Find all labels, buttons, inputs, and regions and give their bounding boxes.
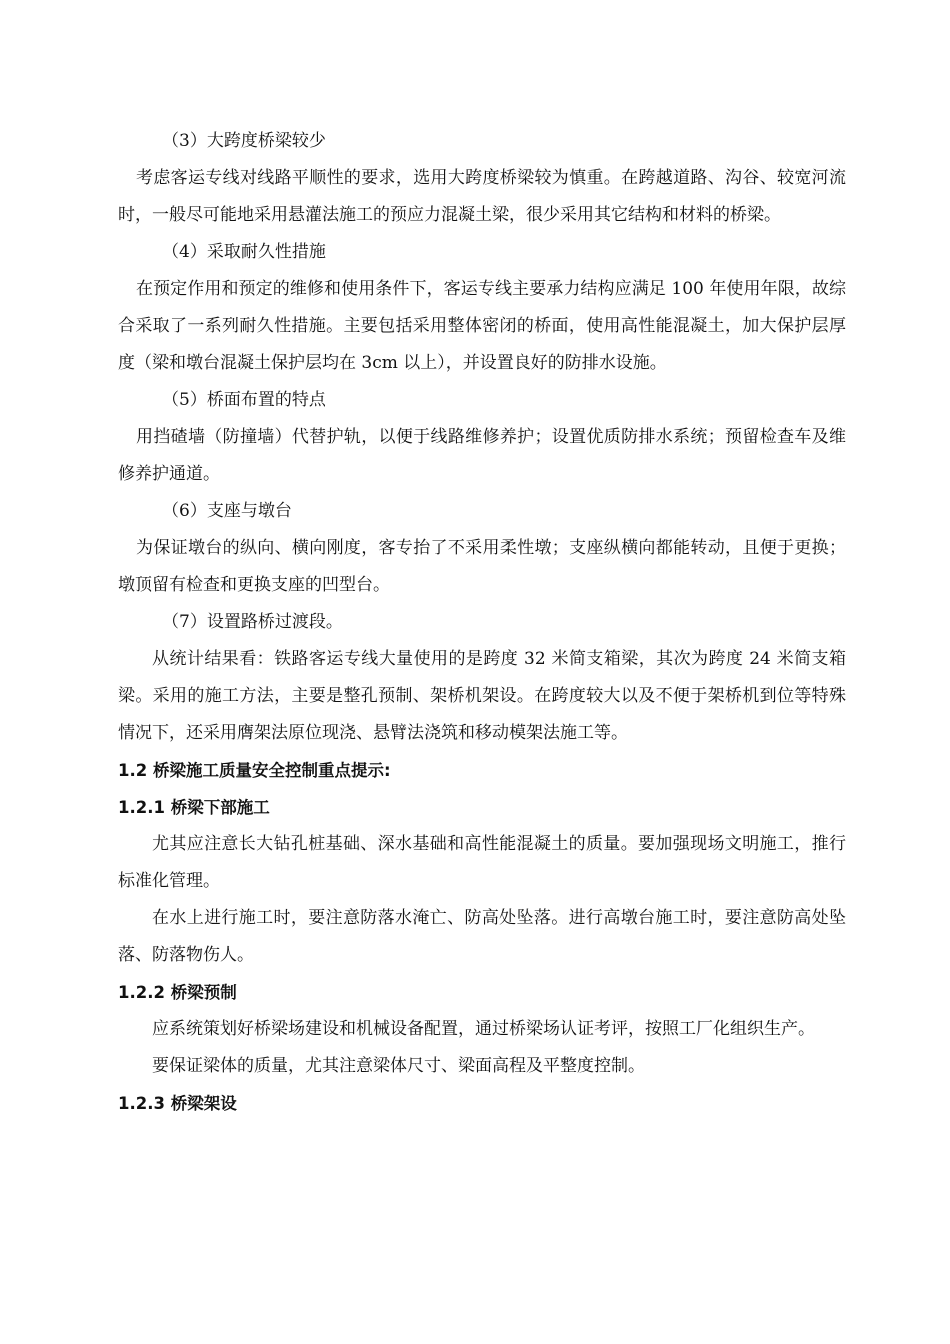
section-1-2-heading: 1.2 桥梁施工质量安全控制重点提示:: [118, 761, 391, 780]
section-1-2-1-para-1: 尤其应注意长大钻孔桩基础、深水基础和高性能混凝土的质量。要加强现场文明施工，推行标准化管理。: [118, 834, 846, 891]
section-1-2-3-heading: 1.2.3 桥梁架设: [118, 1094, 237, 1113]
item-4-body: 在预定作用和预定的维修和使用条件下，客运专线主要承力结构应满足 100 年使用年限，故综合采取了一系列耐久性措施。主要包括采用整体密闭的桥面，使用高性能混凝土，加大保护层厚度（梁和墩台混凝土保护层均在 3cm 以上），并设置良好的防排水设施。: [118, 279, 846, 373]
section-1-2-2-para-2: 要保证梁体的质量，尤其注意梁体尺寸、梁面高程及平整度控制。: [152, 1056, 645, 1076]
section-1-2-1-para-2: 在水上进行施工时，要注意防落水淹亡、防高处坠落。进行高墩台施工时，要注意防高处坠落、防落物伤人。: [118, 908, 846, 965]
item-4-title: （4）采取耐久性措施: [162, 242, 326, 262]
item-7-title: （7）设置路桥过渡段。: [162, 612, 343, 632]
section-1-2-1-heading: 1.2.1 桥梁下部施工: [118, 798, 270, 817]
item-5-title: （5）桥面布置的特点: [162, 390, 326, 410]
item-3-body: 考虑客运专线对线路平顺性的要求，选用大跨度桥梁较为慎重。在跨越道路、沟谷、较宽河流时，一般尽可能地采用悬灌法施工的预应力混凝土梁，很少采用其它结构和材料的桥梁。: [118, 168, 846, 225]
document-body: [118, 123, 846, 1122]
section-1-2-2-para-1: 应系统策划好桥梁场建设和机械设备配置，通过桥梁场认证考评，按照工厂化组织生产。: [152, 1019, 815, 1039]
section-1-2-2-heading: 1.2.2 桥梁预制: [118, 983, 237, 1002]
item-3-title: （3）大跨度桥梁较少: [162, 131, 326, 151]
item-7-body: 从统计结果看：铁路客运专线大量使用的是跨度 32 米简支箱梁，其次为跨度 24 米简支箱梁。采用的施工方法，主要是整孔预制、架桥机架设。在跨度较大以及不便于架桥机到位等特殊情况下，还采用膺架法原位现浇、悬臂法浇筑和移动模架法施工等。: [118, 649, 846, 743]
item-5-body: 用挡碴墙（防撞墙）代替护轨，以便于线路维修养护；设置优质防排水系统；预留检查车及维修养护通道。: [118, 427, 846, 484]
item-6-body: 为保证墩台的纵向、横向刚度，客专抬了不采用柔性墩；支座纵横向都能转动，且便于更换；墩顶留有检查和更换支座的凹型台。: [118, 538, 846, 595]
item-6-title: （6）支座与墩台: [162, 501, 292, 521]
